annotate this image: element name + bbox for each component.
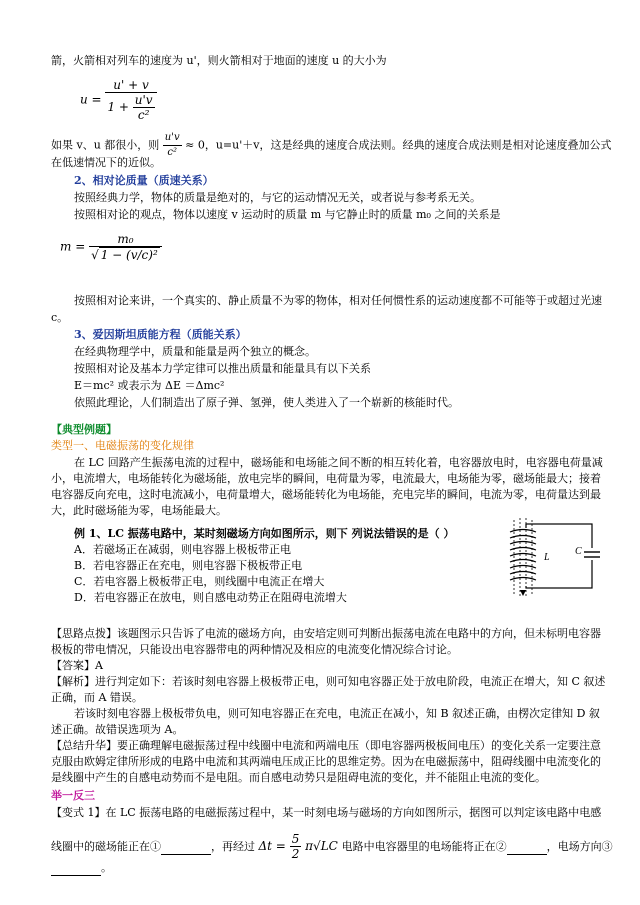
answer: 【答案】A [51, 659, 103, 672]
text-line: 按照相对论及基本力学定律可以推出质量和能量具有以下关系 [74, 362, 371, 375]
formula-denominator: 2 [291, 847, 300, 861]
text-line: 是线圈中产生的自感电动势而不是电阻。而自感电动势只是阻碍电流的变化，并不能阻止电流的变化。 [51, 771, 546, 784]
text-line: 【解析】进行判定如下：若该时刻电容器上极板带正电，则可知电容器正处于放电阶段，电流正在增大，知 C 叙述 [51, 675, 606, 688]
five-half-fraction [290, 832, 302, 861]
formula-numerator: m₀ [89, 232, 162, 247]
text-span: ，电场方向③ [546, 840, 613, 853]
text-line: E＝mc² 或表示为 ΔE ＝Δmc² [74, 379, 225, 392]
blank-1 [161, 840, 211, 855]
inner-fraction [133, 93, 155, 122]
formula-lhs: Δt = [258, 839, 286, 853]
type-heading: 类型一、电磁振荡的变化规律 [51, 439, 194, 452]
option-c: C．若电容器上极板带正电，则线圈中电流正在增大 [74, 575, 325, 588]
inductor-label: L [544, 552, 550, 563]
inner-denominator: c² [137, 108, 150, 122]
text-line: 【变式 1】在 LC 振荡电路的电磁振荡过程中，某一时刻电场与磁场的方向如图所示，据图可以判定该电路中电感 [51, 806, 602, 819]
pi-sqrt-lc: π√LC [305, 839, 338, 853]
blank-2 [507, 840, 547, 855]
text-line [51, 832, 613, 861]
field-arrow-icon [520, 590, 526, 596]
typical-heading: 【典型例题】 [51, 423, 117, 436]
text-line: 【思路点拨】该题图示只告诉了电流的磁场方向，由安培定则可判断出振荡电流在电路中的方向，但未标明电容器 [51, 627, 601, 640]
time-formula [258, 832, 342, 861]
formula-denominator: √ 1 − (v/c)² [91, 248, 158, 262]
text-span: 如果 v、u 都很小，则 [51, 138, 160, 152]
text-line: 若该时刻电容器上极板带负电，则可知电容器正在充电，电流正在减小，知 B 叙述正确，由楞次定律知 D 叙 [74, 707, 600, 720]
text-span: ，再经过 [211, 840, 255, 853]
text-span: 线圈中的磁场能正在① [51, 840, 161, 853]
text-line: 大，此时磁场能为零，电场能最大。 [51, 504, 227, 517]
text-line: 按照经典力学，物体的质量是绝对的，与它的运动情况无关，或者说与参考系无关。 [74, 191, 481, 204]
text-line: 极板的带电情况，只能设出电容器带电的两种情况及相应的电流变化情况综合讨论。 [51, 643, 458, 656]
text-line: 在 LC 回路产生振荡电流的过程中，磁场能和电场能之间不断的相互转化着，电容器放电时，电容器电荷量减 [74, 456, 603, 469]
text-span: ≈ 0，u=u'＋v，这是经典的速度合成法则。经典的速度合成法则是相对论速度叠加公式 [185, 138, 612, 152]
option-a: A．若磁场正在减弱，则电容器上极板带正电 [74, 543, 291, 556]
text-line: c。 [51, 311, 69, 324]
text-line: 按照相对论的观点，物体以速度 v 运动时的质量 m 与它静止时的质量 m₀ 之间的关系是 [74, 208, 501, 221]
velocity-fraction [105, 78, 156, 122]
option-b: B．若电容器正在充电，则电容器下极板带正电 [74, 559, 303, 572]
mass-formula [60, 232, 162, 262]
text-span: 电路中电容器里的电场能将正在② [341, 840, 507, 853]
text-line: 述正确。故错误选项为 A。 [51, 723, 184, 736]
ratio-numerator: u'v [163, 131, 182, 146]
text-line [51, 861, 112, 876]
velocity-formula [80, 78, 157, 122]
text-line: 正确，而 A 错误。 [51, 691, 143, 704]
text-line: 电容器反向充电，这时电流减小，电荷量增大，磁场能转化为电场能，充电完毕的瞬间，电流为零，电荷量达到最 [51, 488, 601, 501]
text-line: 【总结升华】要正确理解电磁振荡过程中线圈中电流和两端电压（即电容器两极板间电压）的变化关系一定要注意 [51, 739, 601, 752]
blank-3 [51, 861, 101, 876]
text-line: 箭，火箭相对列车的速度为 u'，则火箭相对于地面的速度 u 的大小为 [51, 54, 387, 67]
text-span: 。 [101, 861, 112, 874]
mass-fraction [89, 232, 162, 262]
formula-numerator: u' + v [105, 78, 156, 93]
text-line: 小，电流增大，电场能转化为磁场能，放电完毕的瞬间，电荷量为零，电流最大，电场能为零，磁场能最大；接着 [51, 472, 601, 485]
formula-numerator: 5 [291, 832, 300, 846]
inner-numerator: u'v [134, 93, 153, 107]
practice-heading: 举一反三 [51, 789, 95, 802]
example-question: 例 1、LC 振荡电路中，某时刻磁场方向如图所示，则下 列说法错误的是（ ） [74, 527, 455, 540]
formula-lhs: u = [80, 92, 102, 107]
one-plus: 1 + [107, 100, 129, 114]
text-line: 在经典物理学中，质量和能量是两个独立的概念。 [74, 345, 316, 358]
text-line: 在低速情况下的近似。 [51, 156, 161, 169]
ratio-denominator: c² [167, 147, 178, 158]
text-line: 依照此理论，人们制造出了原子弹、氢弹，使人类进入了一个崭新的核能时代。 [74, 396, 459, 409]
section-heading: 2、相对论质量（质速关系） [74, 174, 214, 187]
formula-denominator [105, 93, 156, 122]
section-heading: 3、爱因斯坦质能方程（质能关系） [74, 328, 247, 341]
sqrt-body: 1 − (v/c)² [100, 248, 158, 262]
text-line: 克服由欧姆定律所形成的电路中电流和其两端电压成正比的思维定势。因为在电磁振荡中，阻碍线圈中电流变化的 [51, 755, 601, 768]
capacitor-label: C [575, 546, 582, 557]
lc-circuit-diagram [488, 510, 600, 605]
ratio-fraction [163, 131, 182, 160]
option-d: D．若电容器正在放电，则自感电动势正在阻碍电流增大 [74, 591, 347, 604]
formula-lhs: m = [60, 239, 86, 254]
text-line: 按照相对论来讲，一个真实的、静止质量不为零的物体，相对任何惯性系的运动速度都不可能等于或超过光速 [74, 294, 602, 307]
